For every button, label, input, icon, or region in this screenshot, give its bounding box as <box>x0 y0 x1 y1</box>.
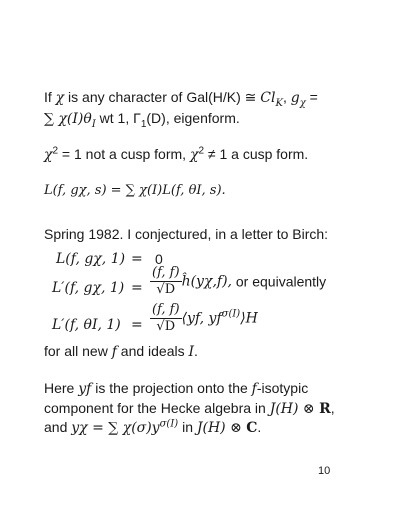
para-character-line2 <box>44 109 240 128</box>
text: . <box>194 343 198 359</box>
page-number: 10 <box>318 465 331 477</box>
fraction-numerator: (f, f) <box>152 265 180 280</box>
for-all-line <box>44 342 198 361</box>
complex-symbol: C <box>246 420 258 436</box>
text: If <box>44 89 56 105</box>
yf-symbol: yf <box>78 381 92 397</box>
subscript: K <box>275 97 283 109</box>
eq3-fraction <box>150 302 182 335</box>
text: -isotypic <box>256 380 309 396</box>
eq3-lhs: L′(f, θI, 1) <box>52 317 121 333</box>
chi-symbol: χ <box>189 147 199 163</box>
eq3-equals: = <box>131 317 143 333</box>
text: ≠ 1 a cusp form. <box>204 146 309 162</box>
superscript: σ(I) <box>221 308 241 320</box>
text: for all new <box>44 343 112 359</box>
para-cusp-form <box>44 145 308 164</box>
text: Here <box>44 380 79 396</box>
fraction-denominator: √D <box>156 282 176 297</box>
text: and <box>44 419 72 435</box>
eq2-fraction <box>150 265 182 298</box>
text: or equivalently <box>232 273 327 290</box>
l-function-identity: L(f, gχ, s) = ∑ χ(I)L(f, θI, s). <box>44 183 226 198</box>
eq1-equals: = <box>131 251 143 267</box>
eq2-rhs <box>150 265 326 298</box>
f-symbol: f <box>111 344 117 360</box>
text: = <box>305 89 318 105</box>
reals-symbol: R <box>319 401 331 417</box>
text: component for the Hecke algebra in <box>44 400 270 416</box>
class-group: Cl <box>260 90 276 106</box>
galois-group: Gal(H/K) ≅ <box>186 89 261 105</box>
fraction-numerator: (f, f) <box>152 302 180 317</box>
subscript: I <box>91 118 96 130</box>
chi-symbol: χ <box>55 90 65 106</box>
pairing-close: ⟩H <box>240 310 258 327</box>
fraction-denominator: √D <box>156 319 176 334</box>
here-line2 <box>44 399 335 418</box>
pairing-expression: ⟨yf, yf <box>181 310 222 327</box>
chi-symbol: χ <box>44 147 53 163</box>
text: and ideals <box>116 343 189 359</box>
y-chi-expression: yχ = ∑ χ(σ)y <box>71 420 160 436</box>
g-symbol: g <box>290 90 300 106</box>
height-pairing: ĥ(yχ,f), <box>181 273 232 290</box>
superscript: 2 <box>52 145 59 157</box>
eq1-lhs: L(f, gχ, 1) <box>56 251 126 267</box>
spring-1982-line: Spring 1982. I conjectured, in a letter to Birch: <box>44 226 329 242</box>
subscript: 1 <box>140 118 147 130</box>
eq2-equals: = <box>131 280 143 296</box>
here-line1 <box>44 379 308 398</box>
eq1-rhs: 0 <box>155 251 163 267</box>
text: in <box>178 419 197 435</box>
here-line3 <box>44 418 261 437</box>
eq3-rhs <box>150 302 258 335</box>
text: (D), eigenform. <box>146 110 240 126</box>
text: . <box>257 419 262 435</box>
jacobian-expression: J(H) ⊗ <box>269 401 320 417</box>
text: , <box>330 400 335 416</box>
superscript: σ(I) <box>159 418 179 430</box>
sum-expression: ∑ χ(I)θ <box>44 111 92 127</box>
para-character-line1 <box>44 88 318 107</box>
f-symbol: f <box>251 381 257 397</box>
subscript: χ <box>299 97 306 109</box>
text: , <box>282 89 291 105</box>
superscript: 2 <box>198 145 204 157</box>
eq2-lhs: L′(f, gχ, 1) <box>52 280 125 296</box>
text: is any character of <box>64 89 187 105</box>
text: wt 1, Γ <box>95 110 141 126</box>
text: is the projection onto the <box>91 380 252 396</box>
text: = 1 not a cusp form, <box>58 146 190 162</box>
jacobian-expression: J(H) ⊗ <box>196 420 247 436</box>
i-symbol: I <box>188 344 195 360</box>
